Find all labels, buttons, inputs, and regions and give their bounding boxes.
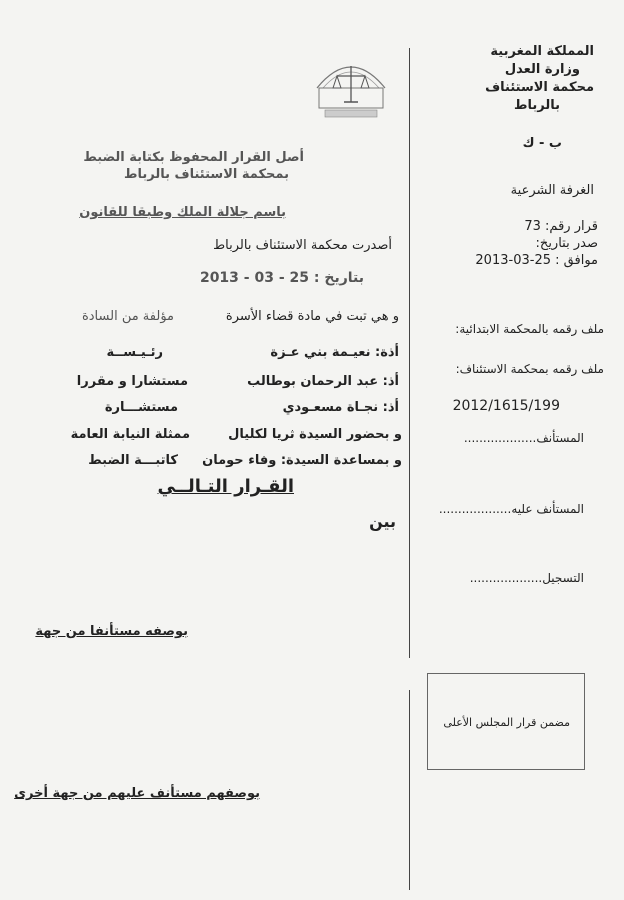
appellant-field	[464, 431, 584, 445]
chamber-label: الغرفة الشرعية	[510, 183, 594, 198]
appellant-label: المستأنف	[536, 431, 584, 445]
issued-by-line: أصدرت محكمة الاستئناف بالرباط	[213, 238, 392, 253]
original-line-1: أصل القرار المحفوظ بكتابة الضبط	[83, 150, 304, 165]
first-instance-file-label: ملف رقمه بالمحكمة الابتدائية:	[455, 322, 604, 336]
respondent-label: المستأنف عليه	[511, 502, 584, 516]
session-date: بتاريخ : 25 - 03 - 2013	[199, 270, 364, 286]
panel-name-3: أذ: نجـاة مسعـودي	[282, 400, 399, 415]
court-label: محكمة الاستئناف	[485, 80, 594, 95]
panel-name-4: و بحضور السيدة ثريا لكليال	[228, 427, 402, 442]
court-emblem-icon	[311, 52, 391, 120]
ministry-label: وزارة العدل	[504, 62, 580, 77]
appellant-dots: ...................	[463, 431, 537, 445]
column-divider-lower	[409, 690, 410, 890]
supreme-council-box	[427, 673, 585, 770]
respondent-field	[439, 502, 584, 516]
respondent-dots: ...................	[438, 502, 512, 516]
appeal-file-number: 2012/1615/199	[452, 398, 560, 414]
panel-role-5: كاتبـــة الضبط	[88, 453, 178, 468]
registration-field	[470, 571, 584, 585]
column-divider	[409, 48, 410, 658]
registration-dots: ...................	[469, 571, 543, 585]
panel-role-2: مستشارا و مقررا	[76, 374, 188, 389]
family-matter-line: و هي تبت في مادة قضاء الأسرة	[225, 309, 399, 324]
panel-name-2: أذ: عبد الرحمان بوطالب	[247, 374, 399, 389]
royal-invocation: باسم جلالة الملك وطبقا للقانون	[79, 205, 286, 220]
panel-role-3: مستشـــارة	[104, 400, 178, 415]
decision-title: القـرار التـالــي	[157, 476, 294, 497]
panel-name-1: أذة: نعيـمة بني عـزة	[270, 345, 399, 360]
issued-on-label: صدر بتاريخ:	[535, 236, 598, 251]
registration-label: التسجيل	[542, 571, 584, 585]
decision-number: قرار رقم: 73	[524, 219, 598, 234]
reference-label: ب - ك	[522, 136, 562, 151]
panel-name-5: و بمساعدة السيدة: وفاء حومان	[202, 453, 402, 468]
original-line-2: بمحكمة الاستئناف بالرباط	[124, 167, 289, 182]
panel-role-1: رئـيـســة	[106, 345, 163, 360]
appeal-court-file-label: ملف رقمه بمحكمة الاستئناف:	[455, 362, 604, 376]
between-label: بين	[369, 512, 396, 531]
as-appellant-line: بوصفه مستأنفا من جهة	[35, 624, 188, 639]
panel-role-4: ممثلة النيابة العامة	[70, 427, 190, 442]
as-respondents-line: بوصفهم مستأنف عليهم من جهة أخرى	[14, 786, 260, 801]
corresponding-date: موافق : 25-03-2013	[475, 253, 598, 268]
city-label: بالرباط	[514, 98, 560, 113]
composed-of-label: مؤلفة من السادة	[81, 309, 174, 324]
supreme-council-label: مضمن قرار المجلس الأعلى	[443, 716, 570, 729]
kingdom-label: المملكة المغربية	[490, 44, 594, 59]
